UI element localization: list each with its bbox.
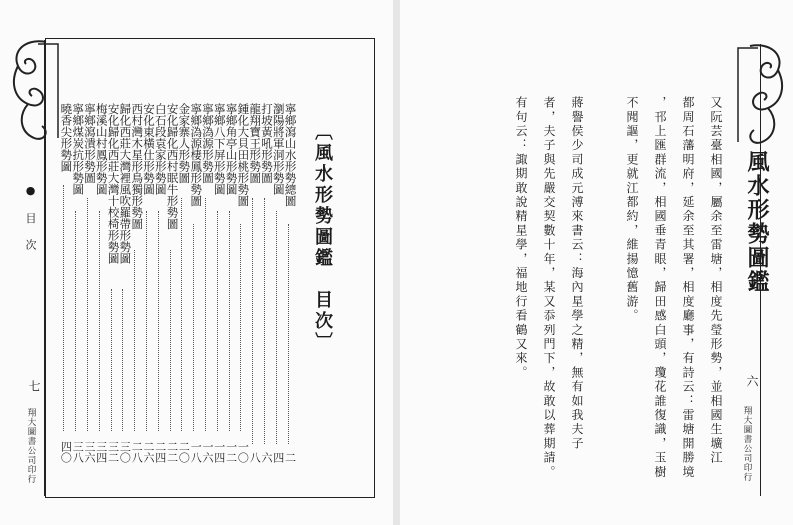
right-page (400, 0, 793, 525)
toc-entry-page: 二八 (130, 441, 144, 463)
toc-dot-leader (229, 211, 230, 431)
publisher-imprint: 翔大圖書公司印行 (26, 408, 36, 484)
toc-dot-leader (122, 289, 123, 431)
toc-entry (71, 103, 84, 463)
toc-dot-leader (276, 211, 277, 444)
toc-entry-title: 安化歸化西莊大灣十校椅形勢圖 (106, 103, 121, 264)
toc-entry (59, 103, 72, 463)
book-title: 風水形勢圖鑑 (744, 150, 770, 294)
toc-list (60, 103, 296, 463)
toc-entry-page: 一二 (224, 441, 238, 463)
toc-entry-title: 金家寨人形勢圖 (177, 103, 192, 184)
corner-scroll-ornament-top-right (734, 38, 792, 154)
toc-entry-page: 一六 (201, 441, 214, 463)
toc-entry-page: 二六 (142, 441, 155, 463)
body-column-7: 有句云：諏期敢說精星學，福地行看鶴又來。 (514, 96, 528, 380)
toc-entry-page: 二〇 (177, 441, 191, 463)
toc-dot-leader (75, 211, 76, 431)
toc-entry-page: 二四 (153, 441, 167, 463)
toc-entry-page: 三〇 (118, 441, 132, 463)
toc-entry-title: 歸化西莊大灣裡風吹羅帶形勢圖 (118, 103, 133, 264)
toc-dot-leader (205, 198, 206, 431)
body-column-5: 蔣譽侯少司成元溥來書云：海內星學之精，無有如我夫子 (570, 96, 584, 451)
toc-entry-page: 三六 (83, 441, 96, 463)
toc-heading: 〔風水形勢圖鑑 目次〕 (312, 122, 333, 353)
toc-entry-page: 二 (283, 452, 297, 463)
toc-entry-title: 安化東橫仕形勢圖 (142, 103, 156, 195)
toc-entry-title: 打坡黃吼形勢圖 (260, 103, 274, 184)
body-column-6: 者，夫子與先嚴交契數十年，某又忝列門下，故敢以葬期請。 (542, 96, 556, 480)
toc-entry-title: 寧鄉角亭山形勢圖 (224, 103, 239, 195)
toc-dot-leader (252, 198, 253, 444)
toc-entry-page: 四 (271, 452, 285, 463)
toc-entry-title: 曉香尖形勢圖 (59, 103, 74, 172)
body-column-2: 都周石藩明府，延余至其署，相度廳事，有詩云：雷塘開勝境 (681, 96, 695, 480)
toc-dot-leader (170, 250, 171, 431)
toc-entry-title: 瀏陽將軍洞形勢圖 (271, 103, 286, 195)
toc-entry-title: 寧鄉八下屏形勢圖 (212, 103, 227, 195)
toc-entry-title: 龍翔寶王形勢圖 (248, 103, 263, 184)
toc-dot-leader (111, 289, 112, 431)
toc-entry-page: 八 (248, 452, 262, 463)
toc-entry-title: 寧鄉瀉潰形勢圖 (83, 103, 97, 184)
body-column-1: 又阮芸臺相國，屬余至雷塘，相度先瑩形勢，並相國生壙江 (709, 96, 723, 466)
toc-dot-leader (134, 250, 135, 431)
toc-dot-leader (99, 211, 100, 431)
toc-entry-title: 西村灣木星形鳥獨形勢圖 (130, 103, 145, 230)
toc-dot-leader (146, 211, 147, 431)
toc-entry (189, 103, 202, 463)
toc-dot-leader (63, 185, 64, 431)
toc-entry-title: 寧鄉溈源形勢圖 (201, 103, 215, 184)
toc-dot-leader (288, 224, 289, 444)
toc-entry-title: 鍾化大貝田桃形勢圖 (236, 103, 251, 207)
toc-entry-title: 寧鄉煤炭抗形勢圖 (71, 103, 86, 195)
toc-entry-page: 一〇 (236, 441, 250, 463)
contents-marker: ● 目 次 (24, 184, 37, 256)
page-number: 七 (27, 380, 41, 392)
toc-entry-page: 四〇 (59, 441, 73, 463)
toc-dot-leader (264, 198, 265, 444)
toc-entry-title: 白石段袁家形勢圖 (153, 103, 168, 195)
toc-entry (130, 103, 143, 463)
toc-dot-leader (181, 198, 182, 431)
toc-entry-page: 三四 (94, 441, 108, 463)
toc-dot-leader (158, 211, 159, 431)
toc-entry-title: 梅溪山村鳳形勢圖 (94, 103, 109, 195)
toc-entry-page: 二二 (165, 441, 179, 463)
body-column-3: ，邗上匯群流，相國垂青眼，歸田感白頭，瓊花誰復識，玉樹 (653, 96, 667, 480)
toc-entry-page: 一八 (189, 441, 203, 463)
toc-entry-page: 六 (260, 452, 273, 463)
toc-entry-page: 一四 (212, 441, 226, 463)
toc-entry-page: 三二 (106, 441, 120, 463)
toc-entry (248, 103, 261, 463)
toc-dot-leader (87, 198, 88, 431)
book-gutter (393, 0, 400, 525)
toc-dot-leader (193, 224, 194, 431)
left-page (0, 0, 393, 525)
toc-entry-title: 寧鄉溈源棲鳳形勢圖 (189, 103, 204, 207)
toc-dot-leader (240, 224, 241, 431)
toc-entry-title: 安化歸化西村眠牛形勢圖 (165, 103, 180, 230)
publisher-imprint: 翔大圖書公司印行 (742, 406, 752, 482)
toc-entry-title: 寧鄉瀉山水形勢總圖 (283, 103, 298, 207)
toc-dot-leader (217, 211, 218, 431)
page-number: 六 (745, 375, 759, 387)
body-column-4: 不聞謳，更就江都約，維揚憶舊游。 (625, 96, 639, 324)
toc-entry-page: 三八 (71, 441, 85, 463)
